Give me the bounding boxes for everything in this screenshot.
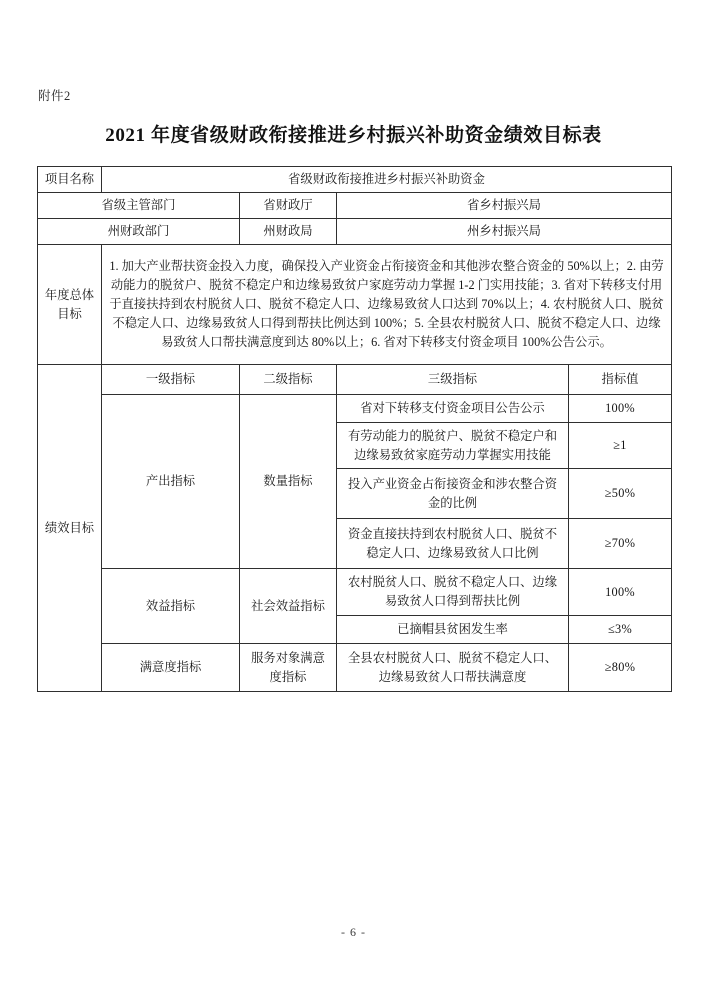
table-row-annual-goal bbox=[38, 245, 672, 365]
indicator-value: 100% bbox=[569, 569, 672, 616]
indicator-value: ≥1 bbox=[569, 423, 672, 469]
level2-quantity-indicator: 数量指标 bbox=[240, 395, 337, 569]
table-row bbox=[38, 569, 672, 616]
prefecture-rural-dept: 州乡村振兴局 bbox=[337, 219, 672, 245]
header-value: 指标值 bbox=[569, 365, 672, 395]
level1-output-indicator: 产出指标 bbox=[102, 395, 240, 569]
table-row bbox=[38, 644, 672, 692]
province-finance-dept: 省财政厅 bbox=[240, 193, 337, 219]
table-row bbox=[38, 395, 672, 423]
level3-indicator: 有劳动能力的脱贫户、脱贫不稳定户和边缘易致贫家庭劳动力掌握实用技能 bbox=[337, 423, 569, 469]
level3-indicator: 省对下转移支付资金项目公告公示 bbox=[337, 395, 569, 423]
level3-indicator: 农村脱贫人口、脱贫不稳定人口、边缘易致贫人口得到帮扶比例 bbox=[337, 569, 569, 616]
page-number: - 6 - bbox=[341, 925, 366, 939]
table-row-project-name bbox=[38, 167, 672, 193]
performance-goal-table bbox=[37, 166, 672, 692]
indicator-value: ≥50% bbox=[569, 469, 672, 519]
province-dept-label: 省级主管部门 bbox=[38, 193, 240, 219]
province-rural-dept: 省乡村振兴局 bbox=[337, 193, 672, 219]
indicator-value: ≥70% bbox=[569, 519, 672, 569]
prefecture-dept-label: 州财政部门 bbox=[38, 219, 240, 245]
level1-satisfaction-indicator: 满意度指标 bbox=[102, 644, 240, 692]
indicator-value: ≥80% bbox=[569, 644, 672, 692]
level3-indicator: 投入产业资金占衔接资金和涉农整合资金的比例 bbox=[337, 469, 569, 519]
table-row-province-dept bbox=[38, 193, 672, 219]
level1-benefit-indicator: 效益指标 bbox=[102, 569, 240, 644]
performance-goal-table-wrapper bbox=[37, 166, 671, 692]
indicator-value: 100% bbox=[569, 395, 672, 423]
project-name-label: 项目名称 bbox=[38, 167, 102, 193]
header-level2: 二级指标 bbox=[240, 365, 337, 395]
level2-social-benefit-indicator: 社会效益指标 bbox=[240, 569, 337, 644]
level2-service-satisfaction-indicator: 服务对象满意度指标 bbox=[240, 644, 337, 692]
level3-indicator: 资金直接扶持到农村脱贫人口、脱贫不稳定人口、边缘易致贫人口比例 bbox=[337, 519, 569, 569]
page-title: 2021 年度省级财政衔接推进乡村振兴补助资金绩效目标表 bbox=[105, 125, 602, 146]
project-name-value: 省级财政衔接推进乡村振兴补助资金 bbox=[102, 167, 672, 193]
attachment-label: 附件2 bbox=[38, 89, 71, 103]
table-row-indicator-headers bbox=[38, 365, 672, 395]
annual-goal-text: 1. 加大产业帮扶资金投入力度，确保投入产业资金占衔接资金和其他涉农整合资金的 50%以上；2. 由劳动能力的脱贫户、脱贫不稳定户和边缘易致贫户家庭劳动力掌握 1-2 门实用技能；3. 省对下转移支付用于直接扶持到农村脱贫人口、脱贫不稳定人口、边缘易致贫人口达到 70%以上；4. 农村脱贫人口、脱贫不稳定人口、边缘易致贫人口得到帮扶比例达到 100%；5. 全县农村脱贫人口、脱贫不稳定人口、边缘易致贫人口帮扶满意度到达 80%以上；6. 省对下转移支付资金项目 100%公告公示。 bbox=[102, 245, 672, 365]
performance-section-label: 绩效目标 bbox=[38, 365, 102, 692]
header-level3: 三级指标 bbox=[337, 365, 569, 395]
annual-goal-label: 年度总体目标 bbox=[38, 245, 102, 365]
indicator-value: ≤3% bbox=[569, 616, 672, 644]
level3-indicator: 已摘帽县贫困发生率 bbox=[337, 616, 569, 644]
level3-indicator: 全县农村脱贫人口、脱贫不稳定人口、边缘易致贫人口帮扶满意度 bbox=[337, 644, 569, 692]
prefecture-finance-dept: 州财政局 bbox=[240, 219, 337, 245]
header-level1: 一级指标 bbox=[102, 365, 240, 395]
table-row-prefecture-dept bbox=[38, 219, 672, 245]
